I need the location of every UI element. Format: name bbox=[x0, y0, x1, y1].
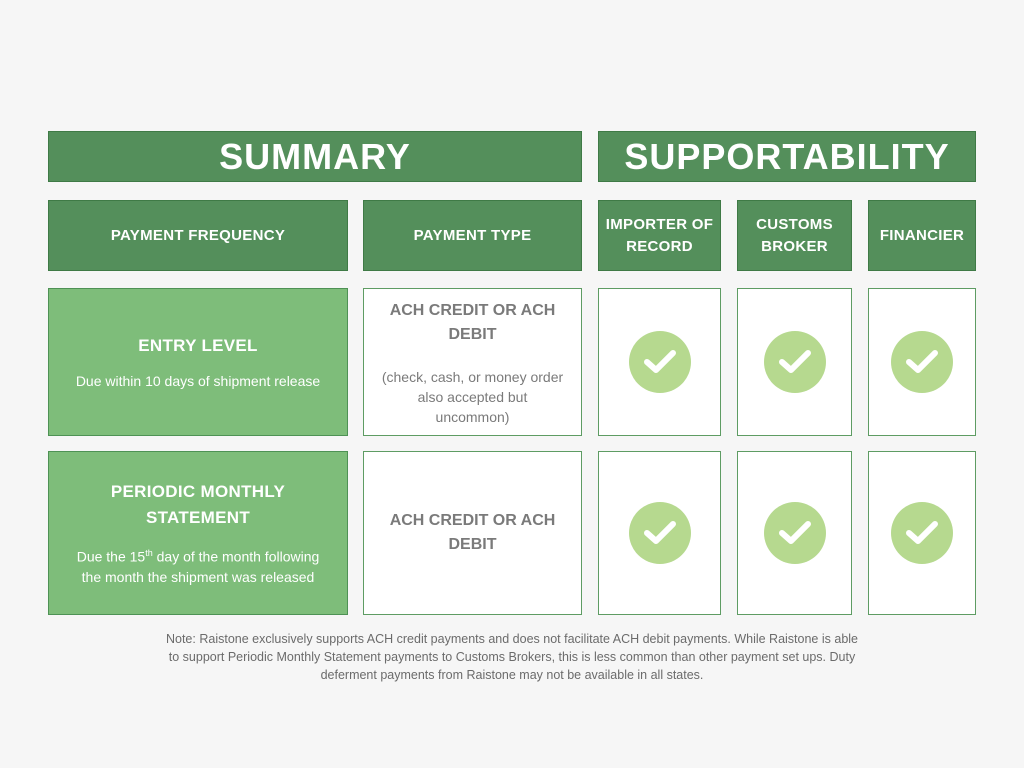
row-entry-level-frequency bbox=[48, 288, 348, 436]
column-header-financier bbox=[868, 200, 976, 271]
row-periodic-broker-cell bbox=[737, 451, 852, 615]
periodic-desc-sup: th bbox=[145, 548, 153, 559]
row-periodic-importer-cell bbox=[598, 451, 721, 615]
entry-level-note-line1: (check, cash, or money order bbox=[381, 369, 564, 385]
summary-header-label: SUMMARY bbox=[219, 135, 411, 177]
check-circle-icon bbox=[764, 331, 826, 393]
check-circle-icon bbox=[764, 502, 826, 564]
column-header-customs-broker bbox=[737, 200, 852, 271]
importer-label-line2: RECORD bbox=[626, 237, 693, 255]
entry-level-payment-type-line2: DEBIT bbox=[448, 326, 497, 343]
summary-header bbox=[48, 131, 582, 182]
footnote-line2: to support Periodic Monthly Statement payments to Customs Brokers, this is less common than other payment set ups. Duty bbox=[168, 650, 856, 664]
periodic-desc-post: day of the month following bbox=[152, 548, 320, 565]
importer-label-line1: IMPORTER OF bbox=[605, 215, 714, 233]
footnote-line3: deferment payments from Raistone may not be available in all states. bbox=[320, 668, 704, 682]
broker-label-line1: CUSTOMS bbox=[756, 215, 833, 233]
check-circle-icon bbox=[891, 502, 953, 564]
entry-level-note-line3: uncommon) bbox=[435, 409, 510, 425]
periodic-payment-type-line1: ACH CREDIT OR ACH bbox=[389, 512, 556, 529]
check-circle-icon bbox=[629, 502, 691, 564]
payment-type-label: PAYMENT TYPE bbox=[413, 226, 532, 244]
supportability-header-label: SUPPORTABILITY bbox=[624, 135, 950, 177]
payment-frequency-label: PAYMENT FREQUENCY bbox=[110, 226, 286, 244]
entry-level-description: Due within 10 days of shipment release bbox=[75, 373, 321, 389]
row-periodic-financier-cell bbox=[868, 451, 976, 615]
periodic-title-line2: STATEMENT bbox=[145, 508, 251, 528]
periodic-description bbox=[77, 543, 320, 587]
row-entry-level-payment-type bbox=[363, 288, 582, 436]
row-periodic-monthly-frequency bbox=[48, 451, 348, 615]
financier-label: FINANCIER bbox=[879, 226, 965, 244]
column-header-importer-of-record bbox=[598, 200, 721, 271]
column-header-payment-type bbox=[363, 200, 582, 271]
row-entry-level-broker-cell bbox=[737, 288, 852, 436]
row-entry-level-importer-cell bbox=[598, 288, 721, 436]
periodic-title-line1: PERIODIC MONTHLY bbox=[110, 482, 286, 502]
row-entry-level-financier-cell bbox=[868, 288, 976, 436]
entry-level-payment-type-note bbox=[382, 367, 563, 427]
entry-level-note-line2: also accepted but bbox=[417, 389, 528, 405]
check-circle-icon bbox=[891, 331, 953, 393]
entry-level-title: ENTRY LEVEL bbox=[138, 336, 258, 355]
periodic-payment-type-line2: DEBIT bbox=[448, 536, 497, 553]
supportability-header bbox=[598, 131, 976, 182]
row-periodic-monthly-payment-type bbox=[363, 451, 582, 615]
footnote bbox=[90, 630, 934, 684]
footnote-line1: Note: Raistone exclusively supports ACH credit payments and does not facilitate ACH debit payments. While Raistone is able bbox=[165, 632, 858, 646]
broker-label-line2: BROKER bbox=[761, 237, 828, 255]
column-header-payment-frequency bbox=[48, 200, 348, 271]
entry-level-payment-type-line1: ACH CREDIT OR ACH bbox=[389, 302, 556, 319]
check-circle-icon bbox=[629, 331, 691, 393]
periodic-desc-line2: the month the shipment was released bbox=[81, 568, 315, 585]
periodic-desc-pre: Due the 15 bbox=[76, 548, 146, 565]
